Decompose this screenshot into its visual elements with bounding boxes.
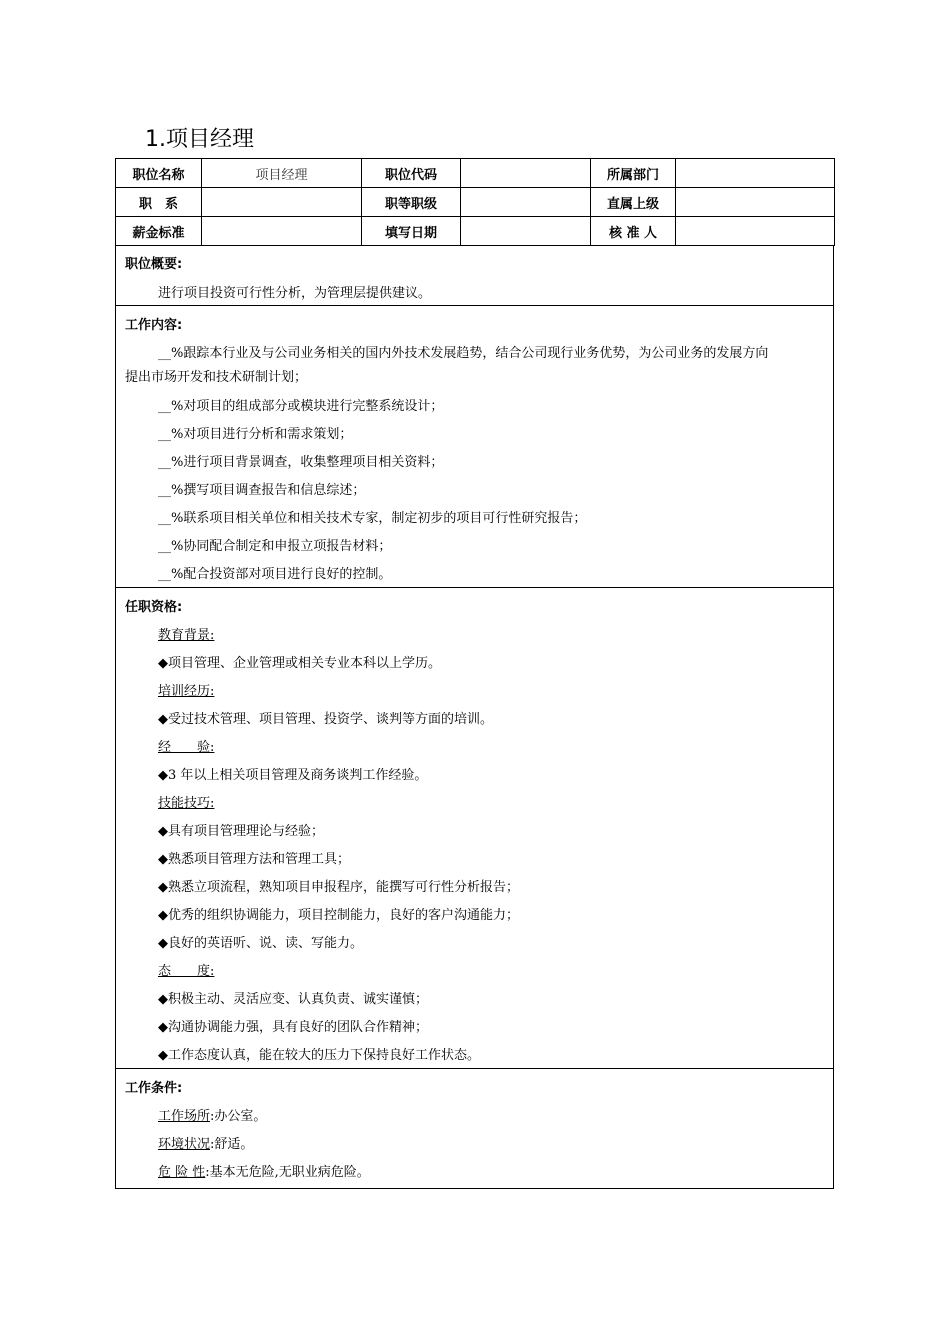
- skill-item: ◆熟悉立项流程，熟知项目申报程序，能撰写可行性分析报告；: [158, 880, 519, 895]
- overview-heading: 职位概要:: [125, 257, 183, 272]
- skills-label: 技能技巧:: [158, 796, 215, 811]
- value-grade: [461, 188, 591, 217]
- education-text: ◆项目管理、企业管理或相关专业本科以上学历。: [158, 656, 441, 671]
- table-row: [116, 159, 835, 188]
- attitude-item: ◆工作态度认真，能在较大的压力下保持良好工作状态。: [158, 1048, 480, 1063]
- duty-item: __%跟踪本行业及与公司业务相关的国内外技术发展趋势，结合公司现行业务优势，为公司业务的发展方向: [158, 346, 769, 361]
- value-job-family: [202, 188, 362, 217]
- duty-item: __%撰写项目调查报告和信息综述；: [158, 483, 366, 498]
- attitude-label: 态 度:: [158, 964, 215, 979]
- value-salary: [202, 217, 362, 246]
- label-position-name: 职位名称: [116, 159, 202, 188]
- job-header-table: [115, 158, 835, 246]
- condition-environment: [158, 1133, 253, 1152]
- training-text: ◆受过技术管理、项目管理、投资学、谈判等方面的培训。: [158, 712, 493, 727]
- attitude-item: ◆积极主动、灵活应变、认真负责、诚实谨慎；: [158, 992, 428, 1007]
- overview-text: 进行项目投资可行性分析，为管理层提供建议。: [158, 286, 432, 301]
- skill-item: ◆优秀的组织协调能力，项目控制能力，良好的客户沟通能力；: [158, 908, 519, 923]
- conditions-heading: 工作条件:: [125, 1081, 183, 1096]
- risk-value: :基本无危险,无职业病危险。: [205, 1165, 370, 1180]
- duty-item: __%对项目的组成部分或模块进行完整系统设计；: [158, 399, 444, 414]
- condition-place: [158, 1105, 266, 1124]
- table-row: [116, 188, 835, 217]
- place-value: :办公室。: [210, 1109, 267, 1124]
- label-supervisor: 直属上级: [591, 188, 676, 217]
- environment-label: 环境状况: [158, 1137, 211, 1152]
- duties-section: [115, 306, 834, 588]
- label-job-family: 职 系: [116, 188, 202, 217]
- duty-item: __%配合投资部对项目进行良好的控制。: [158, 567, 392, 582]
- value-department: [676, 159, 835, 188]
- skill-item: ◆良好的英语听、说、读、写能力。: [158, 936, 363, 951]
- qualifications-heading: 任职资格:: [125, 600, 183, 615]
- overview-section: [115, 245, 834, 306]
- label-position-code: 职位代码: [362, 159, 461, 188]
- label-department: 所属部门: [591, 159, 676, 188]
- environment-value: :舒适。: [210, 1137, 254, 1152]
- duty-item: __%对项目进行分析和需求策划；: [158, 427, 353, 442]
- skill-item: ◆熟悉项目管理方法和管理工具；: [158, 852, 350, 867]
- risk-label: 危 险 性: [158, 1165, 206, 1180]
- conditions-section: [115, 1069, 834, 1189]
- value-position-code: [461, 159, 591, 188]
- qualifications-section: [115, 588, 834, 1069]
- duty-item: __%进行项目背景调查，收集整理项目相关资料；: [158, 455, 444, 470]
- duty-item-continuation: 提出市场开发和技术研制计划；: [125, 370, 308, 385]
- label-fill-date: 填写日期: [362, 217, 461, 246]
- experience-label: 经 验:: [158, 740, 215, 755]
- education-label: 教育背景:: [158, 628, 215, 643]
- value-position-name: 项目经理: [202, 159, 362, 188]
- duty-item: __%联系项目相关单位和相关技术专家，制定初步的项目可行性研究报告；: [158, 511, 587, 526]
- training-label: 培训经历:: [158, 684, 215, 699]
- condition-risk: [158, 1161, 370, 1180]
- label-grade: 职等职级: [362, 188, 461, 217]
- label-salary: 薪金标准: [116, 217, 202, 246]
- page-title: 1.项目经理: [145, 127, 254, 152]
- value-approver: [676, 217, 835, 246]
- attitude-item: ◆沟通协调能力强，具有良好的团队合作精神；: [158, 1020, 428, 1035]
- place-label: 工作场所: [158, 1109, 211, 1124]
- value-supervisor: [676, 188, 835, 217]
- experience-text: ◆3 年以上相关项目管理及商务谈判工作经验。: [158, 768, 428, 783]
- duty-item: __%协同配合制定和申报立项报告材料；: [158, 539, 392, 554]
- skill-item: ◆具有项目管理理论与经验；: [158, 824, 324, 839]
- value-fill-date: [461, 217, 591, 246]
- label-approver: 核 准 人: [591, 217, 676, 246]
- duties-heading: 工作内容:: [125, 318, 183, 333]
- table-row: [116, 217, 835, 246]
